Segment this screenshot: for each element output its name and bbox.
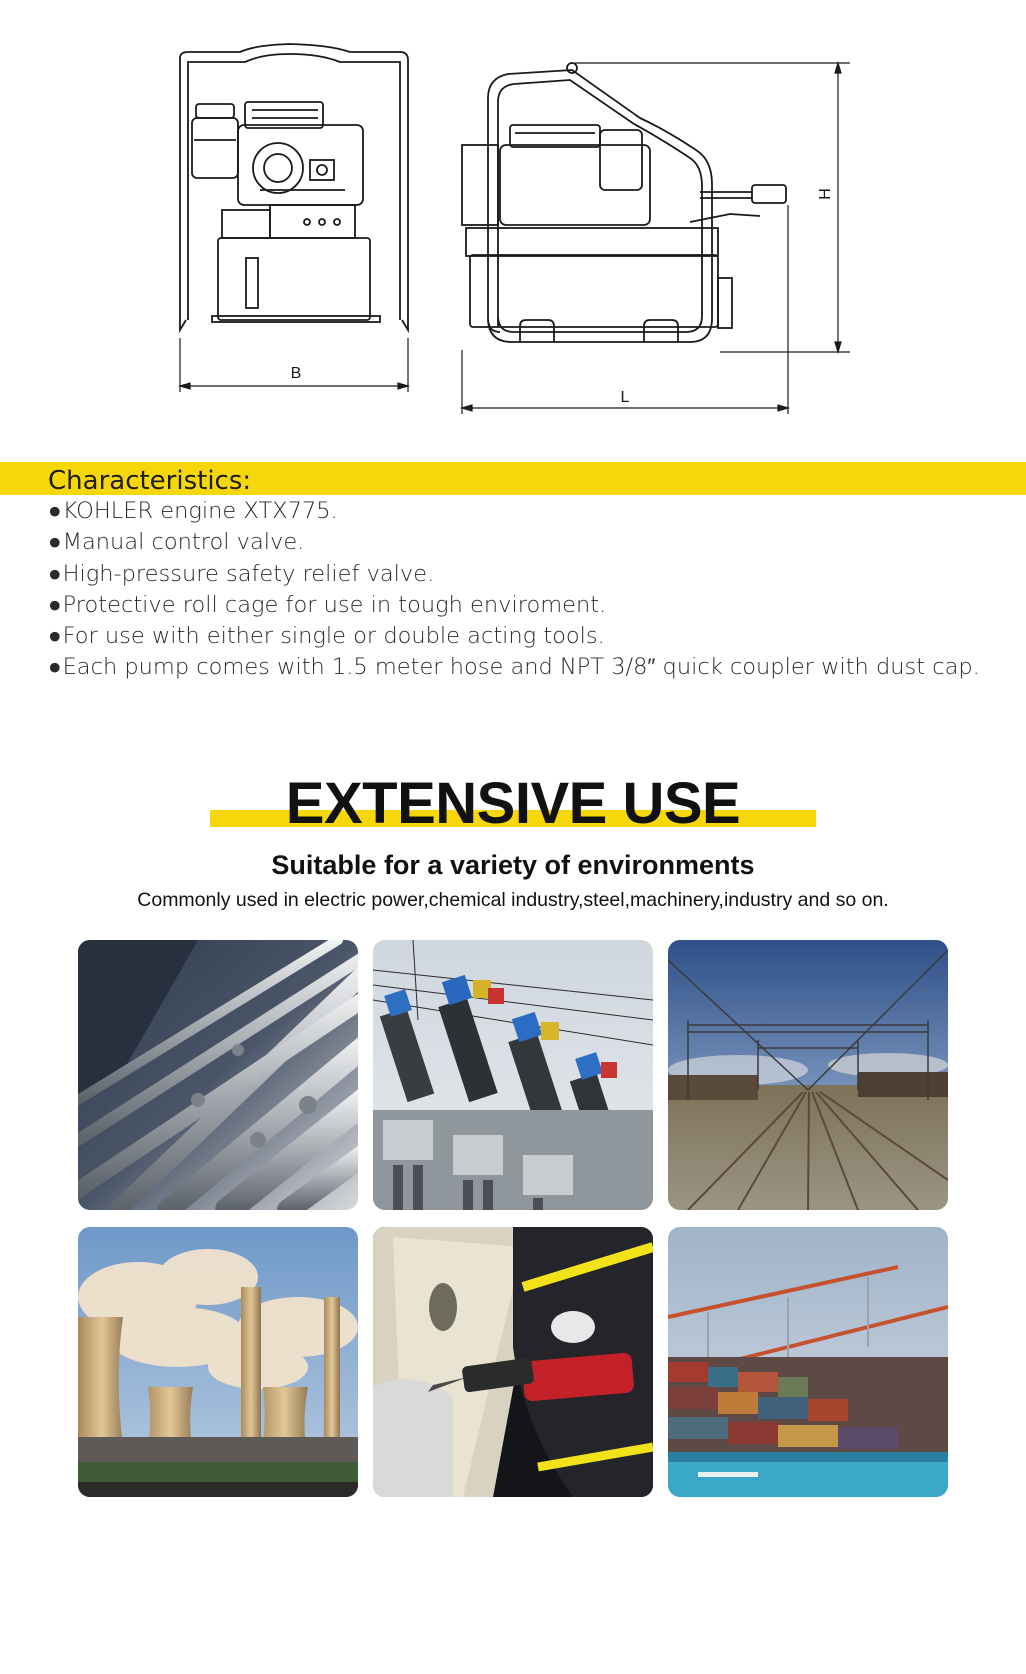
dimension-b-label: B (290, 365, 302, 382)
photo-power-plant (78, 1227, 358, 1497)
bullet-icon: ● (48, 623, 62, 650)
bullet-icon: ● (48, 560, 62, 587)
bullet-icon: ● (48, 654, 62, 681)
list-item (48, 621, 980, 652)
photo-container-port (668, 1227, 948, 1497)
photo-steel-pipes (78, 940, 358, 1210)
list-item (48, 652, 980, 683)
bullet-icon: ● (48, 529, 62, 556)
characteristic-text: Protective roll cage for use in tough enviroment. (62, 591, 607, 618)
characteristics-list (48, 496, 980, 684)
list-item (48, 496, 980, 527)
extensive-use-description: Commonly used in electric power,chemical industry,steel,machinery,industry and so on. (137, 889, 889, 911)
list-item (48, 559, 980, 590)
dimension-l-label: L (620, 389, 630, 406)
dimension-h-label: H (817, 188, 834, 200)
technical-drawings (0, 0, 1026, 430)
bullet-icon: ● (48, 498, 62, 524)
characteristic-text: High-pressure safety relief valve. (62, 560, 435, 587)
characteristic-text: KOHLER engine XTX775. (62, 498, 338, 524)
dimension-l (462, 205, 788, 414)
characteristic-text: Each pump comes with 1.5 meter hose and NPT 3/8″ quick coupler with dust cap. (62, 654, 980, 681)
side-view-drawing (462, 63, 786, 342)
photo-electrical-insulators (373, 940, 653, 1210)
characteristic-text: Manual control valve. (62, 529, 305, 556)
list-item (48, 527, 980, 558)
list-item (48, 590, 980, 621)
front-view-drawing (180, 44, 408, 330)
extensive-use-title: EXTENSIVE USE (285, 771, 741, 836)
extensive-use-subtitle: Suitable for a variety of environments (271, 850, 755, 880)
photo-rescue-tool (373, 1227, 653, 1497)
characteristic-text: For use with either single or double acting tools. (62, 623, 605, 650)
bullet-icon: ● (48, 591, 62, 618)
characteristics-title: Characteristics: (48, 466, 252, 496)
photo-railway-tracks (668, 940, 948, 1210)
